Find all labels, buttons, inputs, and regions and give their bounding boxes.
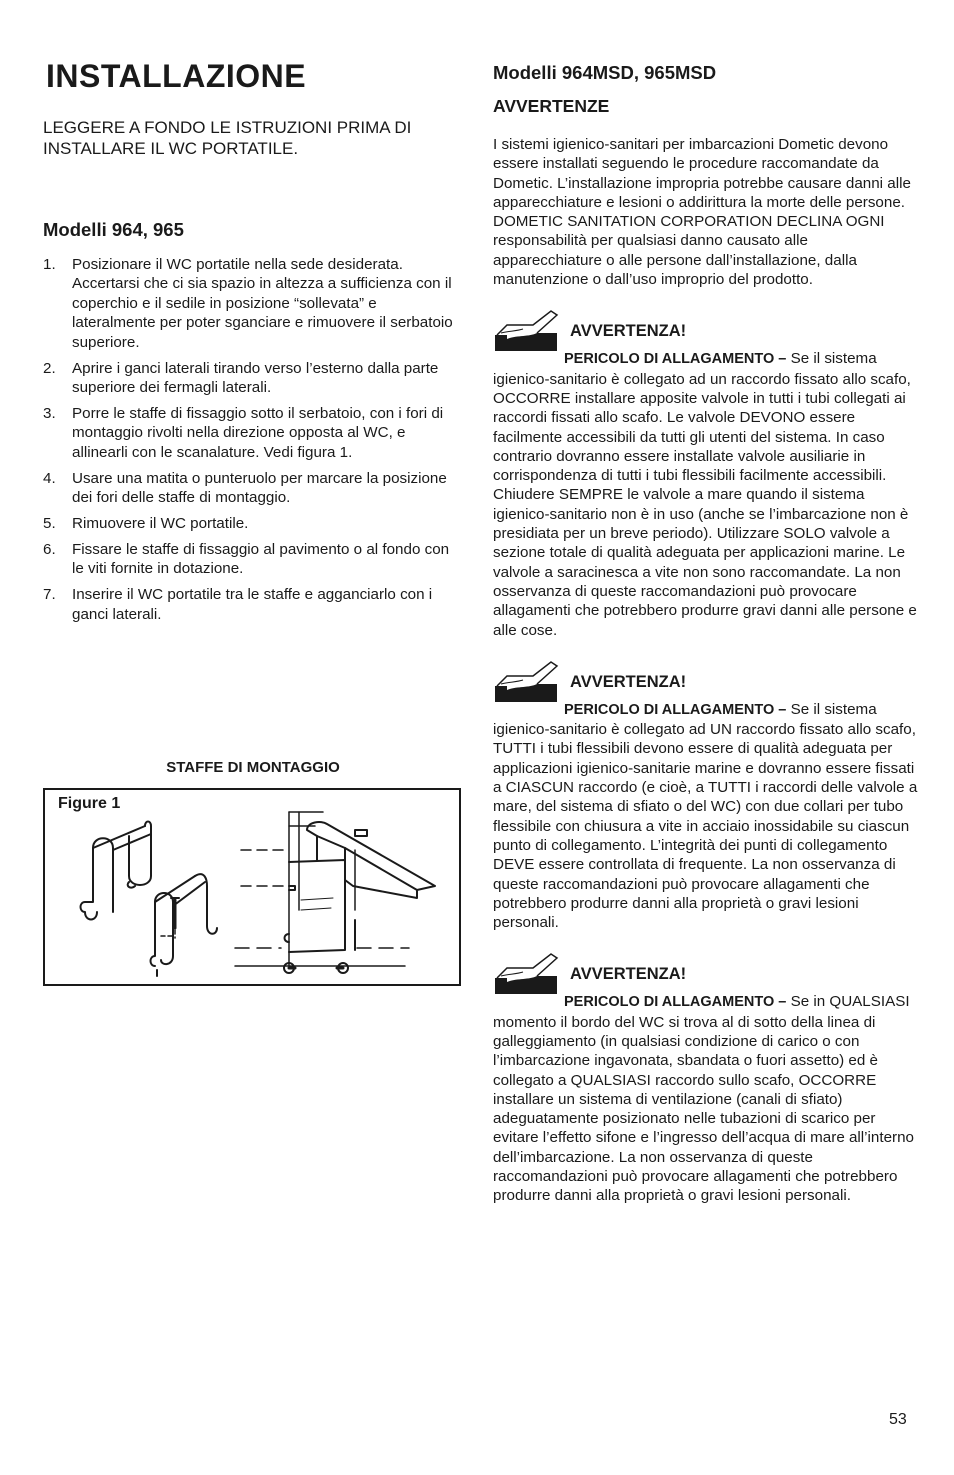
warnings-heading: AVVERTENZE — [493, 96, 610, 116]
step-item: 3. Porre le staffe di fissaggio sotto il serbatoio, con i fori di montaggio rivolti nella direzione opposta al WC, e allinearli con le scanalature. Vedi figura 1. — [43, 404, 444, 461]
warning-text: PERICOLO DI ALLAGAMENTO – Se in QUALSIASI momento il bordo del WC si trova al di sotto della linea di galleggiamento (in qualsiasi condizione di carico o con l’imbarcazione ingavonata, sbandata o fuori assetto) ed è collegato a QUALSIASI raccordo sullo scafo, OCCORRE installare un sistema di ventilazione (canali di sfiato) adeguatamente posizionato nelle tubazioni di scarico per evitare l’effetto sifone e l’ingresso dell’acqua di mare all’interno dell’imbarcazione. La non osservanza di queste raccomandazioni può provocare allagamenti che potrebbero produrre danni alla proprietà o gravi lesioni personali. — [493, 993, 914, 1205]
flood-warning-icon — [493, 952, 561, 994]
warning-title: AVVERTENZA! — [570, 322, 687, 341]
models-heading-left: Modelli 964, 965 — [43, 219, 184, 240]
warning-text: PERICOLO DI ALLAGAMENTO – Se il sistema igienico-sanitario è collegato ad un raccordo fissato allo scafo, OCCORRE installare apposite valvole in tutti i tubi collegati ai raccordi fissati allo scafo. Le valvole DEVONO essere facilmente accessibili da tutti gli utenti del sistema. In caso contrario dovranno essere installate valvole ausiliarie in corrispondenza di tutti i tubi flessibili facilmente accessibili. Chiudere SEMPRE le valvole a mare quando il sistema igienico-sanitario non è in uso (anche se l’imbarcazione non è presidiata per un breve periodo). Utilizzare SOLO valvole a sezione totale di qualità adeguata per applicazioni marine. Le valvole a saracinesca a vite non sono raccomandate. La non osservanza di queste raccomandazioni può provocare allagamenti che potrebbero produrre gravi danni alle persone e alle cose. — [493, 350, 917, 639]
warning-title: AVVERTENZA! — [570, 965, 687, 984]
page-title: INSTALLAZIONE — [46, 58, 307, 94]
warning-block — [493, 660, 918, 933]
left-column — [43, 58, 463, 630]
step-item: 6. Fissare le staffe di fissaggio al pavimento o al fondo con le viti fornite in dotazione. — [43, 540, 450, 578]
models-heading-right: Modelli 964MSD, 965MSD — [493, 62, 717, 83]
page-number: 53 — [889, 1411, 907, 1428]
step-item: 2. Aprire i ganci laterali tirando verso l’esterno dalla parte superiore dei fermagli laterali. — [43, 359, 439, 396]
flood-warning-icon — [493, 660, 561, 702]
step-item: 5. Rimuovere il WC portatile. — [43, 514, 249, 532]
intro-notice: LEGGERE A FONDO LE ISTRUZIONI PRIMA DI INSTALLARE IL WC PORTATILE. — [43, 118, 412, 158]
right-column — [493, 62, 918, 1206]
warning-block — [493, 952, 918, 1205]
flood-warning-icon — [493, 309, 561, 351]
figure-label: Figure 1 — [58, 795, 121, 812]
mounting-brackets-illustration — [45, 790, 459, 984]
warnings-intro: I sistemi igienico-sanitari per imbarcazioni Dometic devono essere installati seguendo le procedure raccomandate da Dometic. L’installazione impropria potrebbe causare danni alle apparecchiature e lesioni o addirittura la morte delle persone. DOMETIC SANITATION CORPORATION DECLINA OGNI responsabilità per qualsiasi danno causato alle apparecchiature o alle persone dall’installazione, dalla manutenzione o dall’uso improprio del prodotto. — [493, 136, 911, 289]
figure-caption: STAFFE DI MONTAGGIO — [166, 759, 340, 776]
figure-1 — [43, 788, 461, 986]
warning-title: AVVERTENZA! — [570, 672, 687, 691]
step-item: 4. Usare una matita o punteruolo per marcare la posizione dei fori delle staffe di montaggio. — [43, 469, 447, 506]
warning-text: PERICOLO DI ALLAGAMENTO – Se il sistema igienico-sanitario è collegato ad UN raccordo fissato allo scafo, TUTTI i tubi flessibili devono essere di qualità adeguata per applicazioni igienico-sanitarie marine e dovranno essere fissati a CIASCUN raccordo (e cioè, a TUTTI i raccordi delle valvole a mare, del sistema di sfiato o del WC) con due collari per tubo flessibile con chiusura a vite in acciaio inossidabile su ciascun punto di collegamento. L’integrità dei punti di collegamento DEVE essere controllata di frequente. La non osservanza di queste raccomandazioni può provocare allagamenti che potrebbero produrre danni alla proprietà o gravi lesioni personali. — [493, 700, 918, 932]
warning-block — [493, 309, 918, 639]
step-item: 1. Posizionare il WC portatile nella sede desiderata. Accertarsi che ci sia spazio in altezza a sufficienza con il coperchio e il sedile in posizione “sollevata” e lateralmente per poter sganciare e rimuovere il serbatoio superiore. — [43, 256, 453, 351]
step-item: 7. Inserire il WC portatile tra le staffe e agganciarlo con i ganci laterali. — [43, 586, 433, 623]
installation-steps — [43, 255, 463, 624]
